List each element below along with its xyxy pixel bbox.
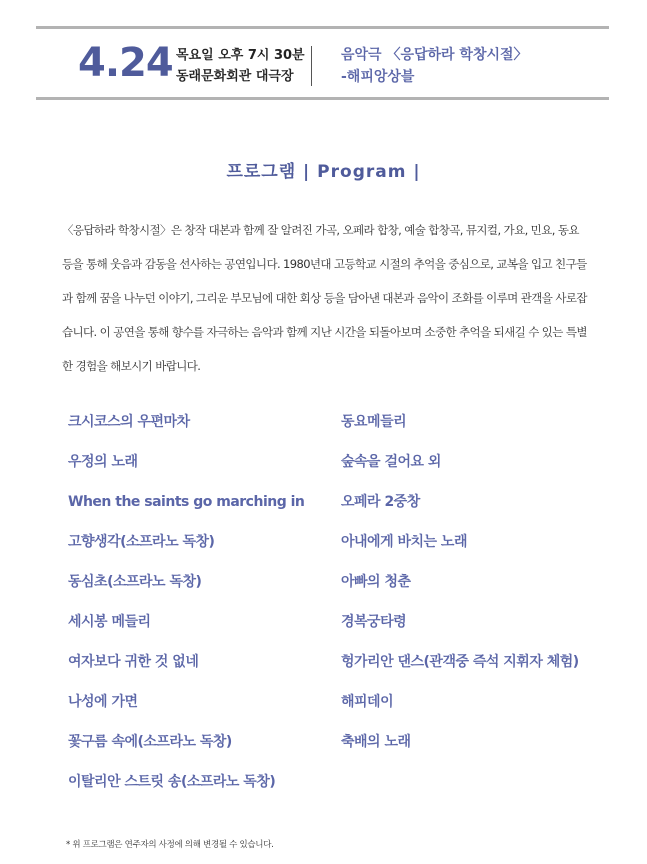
- header-separator: [311, 46, 312, 86]
- program-heading: 프로그램 | Program |: [226, 162, 421, 182]
- program-item: 여자보다 귀한 것 없네: [68, 654, 199, 670]
- program-item: 세시봉 메들리: [68, 614, 151, 630]
- program-item: 크시코스의 우편마차: [68, 414, 190, 430]
- program-item: 헝가리안 댄스(관객중 즉석 지휘자 체험): [341, 654, 579, 670]
- program-item: 아내에게 바치는 노래: [341, 534, 467, 550]
- event-datetime: 목요일 오후 7시 30분: [176, 48, 305, 63]
- performer-name: -해피앙상블: [341, 69, 415, 85]
- program-item: 해피데이: [341, 694, 394, 710]
- show-title: 음악극 〈응답하라 학창시절〉: [341, 47, 528, 63]
- program-item: 이탈리안 스트릿 송(소프라노 독창): [68, 774, 276, 790]
- event-date: 4.24: [78, 40, 173, 86]
- program-item: 오페라 2중창: [341, 494, 420, 510]
- program-item: 동심초(소프라노 독창): [68, 574, 202, 590]
- bottom-divider: [36, 97, 609, 100]
- show-info: [341, 44, 528, 88]
- program-item: 꽃구름 속에(소프라노 독창): [68, 734, 232, 750]
- program-item: 숲속을 걸어요 외: [341, 454, 441, 470]
- top-divider: [36, 26, 609, 29]
- program-item: 고향생각(소프라노 독창): [68, 534, 215, 550]
- program-list-left: [68, 408, 304, 808]
- program-item: 경복궁타령: [341, 614, 407, 630]
- program-list-right: [341, 408, 579, 768]
- program-item: 우정의 노래: [68, 454, 138, 470]
- program-item: 축배의 노래: [341, 734, 411, 750]
- program-item: 나성에 가면: [68, 694, 138, 710]
- event-venue: 동래문화회관 대극장: [176, 69, 294, 84]
- program-item: 동요메들리: [341, 414, 407, 430]
- program-intro: 〈응답하라 학창시절〉은 창작 대본과 함께 잘 알려진 가곡, 오페라 합창, 예술 합창곡, 뮤지컬, 가요, 민요, 동요 등을 통해 웃음과 감동을 선사하는 공연입니다. 1980년대 고등학교 시절의 추억을 중심으로, 교복을 입고 친구들과 함께 꿈을 나누던 이야기, 그리운 부모님에 대한 회상 등을 담아낸 대본과 음악이 조화를 이루며 관객을 사로잡습니다. 이 공연을 통해 향수를 자극하는 음악과 함께 지난 시간을 되돌아보며 소중한 추억을 되새길 수 있는 특별한 경험을 해보시기 바랍니다.: [62, 223, 587, 373]
- event-info: [176, 45, 305, 87]
- program-item: 아빠의 청춘: [341, 574, 411, 590]
- program-item: When the saints go marching in: [68, 494, 305, 510]
- program-change-note: * 위 프로그램은 연주자의 사정에 의해 변경될 수 있습니다.: [66, 840, 274, 850]
